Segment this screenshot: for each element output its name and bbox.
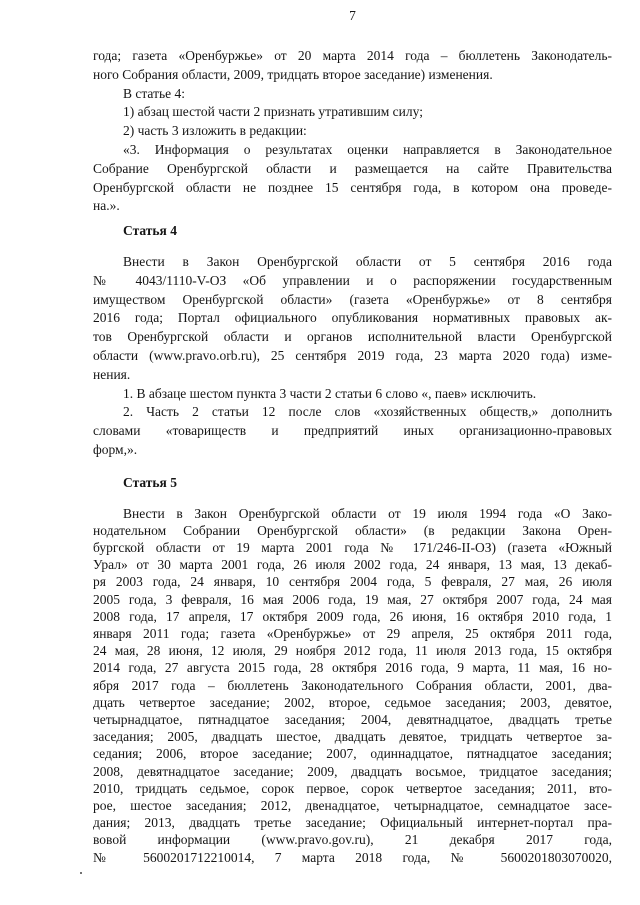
text-line: бургской области от 19 марта 2001 года № 171/246-II-ОЗ) (газета «Южный bbox=[93, 539, 612, 555]
text-line: Собрание Оренбургской области и размещается на сайте Правительства bbox=[93, 160, 612, 176]
text-line: № 4043/1110-V-ОЗ «Об управлении и о распоряжении государственным bbox=[93, 272, 612, 288]
text-line: имуществом Оренбургской области» (газета «Оренбуржье» от 8 сентября bbox=[93, 291, 612, 307]
text-line: 1. В абзаце шестом пункта 3 части 2 статьи 6 слово «, паев» исключить. bbox=[123, 385, 537, 401]
text-line: нения. bbox=[93, 366, 131, 382]
text-line: 1) абзац шестой части 2 признать утратившим силу; bbox=[123, 104, 423, 120]
paragraph bbox=[93, 505, 612, 866]
article-heading: Статья 4 bbox=[123, 223, 177, 239]
text-line: 2005 года, 3 февраля, 16 мая 2006 года, 19 мая, 27 октября 2007 года, 24 мая bbox=[93, 591, 612, 607]
document-body bbox=[93, 47, 612, 866]
text-line: Внести в Закон Оренбургской области от 19 июля 1994 года «О Зако- bbox=[123, 505, 612, 521]
text-line: форм,». bbox=[93, 441, 138, 457]
text-line: 2) часть 3 изложить в редакции: bbox=[123, 123, 307, 139]
text-line: тов Оренбургской области и органов исполнительной власти Оренбургской bbox=[93, 329, 612, 345]
text-line: дцать четвертое заседание; 2002, второе, седьмое заседания; 2003, девятое, bbox=[93, 694, 612, 710]
text-line: ября 2017 года – бюллетень Законодательного Собрания области, 2001, два- bbox=[93, 677, 612, 693]
text-line: вовой информации (www.pravo.gov.ru), 21 декабря 2017 года, bbox=[93, 832, 612, 848]
text-line: заседания; 2005, двадцать шестое, двадцать девятое, тридцать четвертое за- bbox=[93, 729, 612, 745]
text-line: года; газета «Оренбуржье» от 20 марта 2014 года – бюллетень Законодатель- bbox=[93, 48, 612, 63]
text-line: на.». bbox=[93, 198, 120, 214]
text-line: ря 2003 года, 24 января, 10 сентября 2004 года, 5 февраля, 27 мая, 26 июля bbox=[93, 574, 612, 590]
text-line: дания; 2013, двадцать третье заседание; Официальный интернет-портал пра- bbox=[93, 815, 612, 831]
text-line: словами «товариществ и предприятий иных организационно-правовых bbox=[93, 423, 612, 439]
text-line: ного Собрания области, 2009, тридцать второе заседание) изменения. bbox=[93, 66, 493, 82]
text-line: Внести в Закон Оренбургской области от 5 сентября 2016 года bbox=[123, 253, 612, 269]
text-line: 2014 года, 27 августа 2015 года, 28 октября 2016 года, 9 марта, 11 мая, 16 но- bbox=[93, 660, 612, 676]
text-line: В статье 4: bbox=[123, 85, 186, 101]
text-line: седания; 2006, второе заседание; 2007, одиннадцатое, пятнадцатое заседания; bbox=[93, 746, 612, 762]
text-line: января 2011 года; газета «Оренбуржье» от 29 апреля, 25 октября 2011 года, bbox=[93, 625, 612, 641]
text-line: 2008, девятнадцатое заседание; 2009, двадцать восьмое, тридцатое заседания; bbox=[93, 763, 612, 779]
article-heading: Статья 5 bbox=[123, 474, 177, 490]
text-line: рое, шестое заседания; 2012, двенадцатое, четырнадцатое, семнадцатое засе- bbox=[93, 797, 612, 813]
text-line: 2008 года, 17 апреля, 17 октября 2009 года, 26 июня, 16 октября 2010 года, 1 bbox=[93, 608, 612, 624]
text-line: области (www.pravo.orb.ru), 25 сентября 2019 года, 23 марта 2020 года) изме- bbox=[93, 347, 612, 363]
text-line: 2010, тридцать седьмое, сорок первое, сорок четвертое заседания; 2011, вто- bbox=[93, 780, 612, 796]
text-line: 2. Часть 2 статьи 12 после слов «хозяйственных обществ,» дополнить bbox=[123, 404, 612, 420]
document-page bbox=[93, 8, 612, 866]
text-line: четырнадцатое, пятнадцатое заседания; 2004, девятнадцатое, двадцать третье bbox=[93, 711, 612, 727]
text-line: № 5600201712210014, 7 марта 2018 года, № 5600201803070020, bbox=[93, 849, 612, 865]
paragraph bbox=[93, 47, 612, 216]
text-line: 2016 года; Портал официального опубликования нормативных правовых ак- bbox=[93, 310, 612, 326]
text-line: «3. Информация о результатах оценки направляется в Законодательное bbox=[123, 141, 612, 157]
text-line: Урал» от 30 марта 2001 года, 26 июля 2002 года, 24 января, 13 мая, 13 декаб- bbox=[93, 557, 612, 573]
scan-artifact-dot bbox=[80, 872, 82, 874]
text-line: 24 мая, 28 июня, 12 июля, 29 ноября 2012 года, 11 июля 2013 года, 15 октября bbox=[93, 643, 612, 659]
paragraph bbox=[93, 253, 612, 460]
text-line: Оренбургской области не позднее 15 сентября года, в котором она проведе- bbox=[93, 179, 612, 195]
text-line: нодательном Собрании Оренбургской области» (в редакции Закона Орен- bbox=[93, 522, 612, 538]
page-number: 7 bbox=[349, 8, 356, 23]
